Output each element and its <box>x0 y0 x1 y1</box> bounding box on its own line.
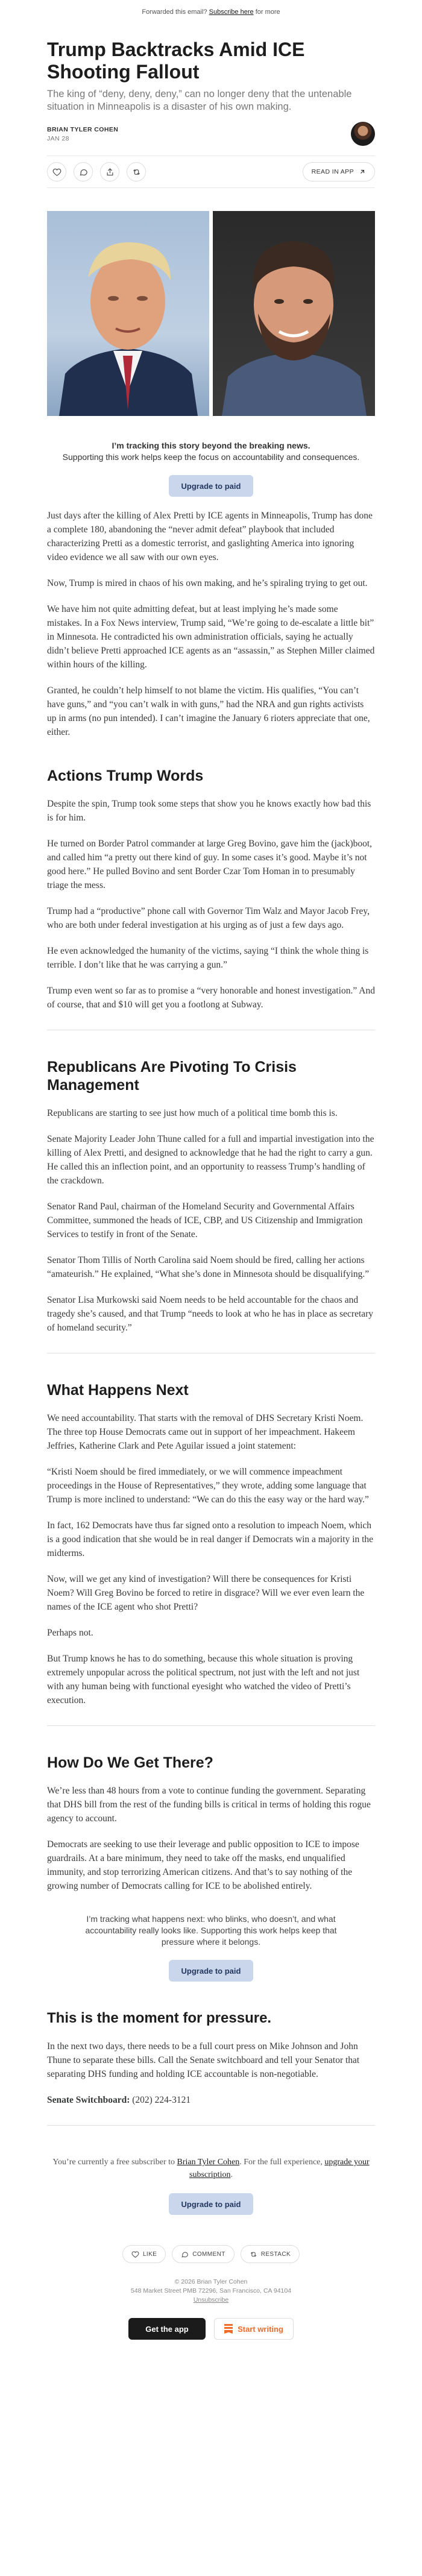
upgrade-subscription-link[interactable]: upgrade your subscription <box>189 2158 370 2179</box>
section-republicans <box>47 1106 375 1335</box>
comment-label: COMMENT <box>192 2250 225 2258</box>
body-paragraph: Perhaps not. <box>47 1628 93 1638</box>
body-paragraph: Senator Lisa Murkowski said Noem needs to be held accountable for the chaos and tragedy she’s caused, and that Trump “needs to look at who he has in place as secretary of homeland security.” <box>47 1295 374 1333</box>
callout-heading: I’m tracking this story beyond the breaking news. <box>112 441 310 450</box>
section-actions <box>47 797 375 1012</box>
body-paragraph: Trump had a “productive” phone call with Governor Tim Walz and Mayor Jacob Frey, who are both under federal investigation at his urging as of just a few days ago. <box>47 906 370 930</box>
post-title[interactable]: Trump Backtracks Amid ICE Shooting Fallout <box>47 39 305 83</box>
footer-like-button[interactable] <box>122 2245 166 2263</box>
postal-address: 548 Market Street PMB 72296, San Francisco, CA 94104 <box>130 2287 292 2294</box>
byline <box>47 122 375 146</box>
divider <box>47 1725 375 1726</box>
post-date: JAN 28 <box>47 134 69 142</box>
share-icon <box>106 168 115 177</box>
post-body <box>47 509 375 2107</box>
body-paragraph: He even acknowledged the humanity of the victims, saying “I think the whole thing is terrible. I don’t like that he was carrying a gun.” <box>47 946 369 970</box>
like-label: LIKE <box>142 2250 157 2258</box>
switchboard-number[interactable]: (202) 224-3121 <box>132 2095 191 2105</box>
section-get-there <box>47 1784 375 1893</box>
restack-label: RESTACK <box>260 2250 291 2258</box>
copyright: © 2026 Brian Tyler Cohen <box>174 2278 248 2285</box>
restack-icon <box>250 2250 257 2258</box>
author-avatar[interactable] <box>351 122 375 146</box>
sub-end: . <box>230 2170 233 2179</box>
upgrade-button-mid[interactable]: Upgrade to paid <box>169 1960 253 1982</box>
section-heading-pressure: This is the moment for pressure. <box>47 2010 272 2026</box>
footer-restack-button[interactable] <box>241 2245 300 2263</box>
start-writing-label: Start writing <box>238 2324 283 2334</box>
section-next <box>47 1411 375 1707</box>
body-paragraph: Now, Trump is mired in chaos of his own making, and he’s spiraling trying to get out. <box>47 578 368 588</box>
forward-suffix: for more <box>255 8 280 16</box>
switchboard-line <box>47 2093 375 2107</box>
comment-button[interactable] <box>74 162 93 181</box>
restack-button[interactable] <box>127 162 146 181</box>
arrow-up-right-icon <box>359 168 366 175</box>
upgrade-button-footer[interactable]: Upgrade to paid <box>169 2193 253 2215</box>
footer-comment-button[interactable] <box>172 2245 234 2263</box>
get-app-button[interactable]: Get the app <box>128 2318 206 2340</box>
portrait-left-illustration <box>47 211 209 416</box>
body-paragraph: Now, will we get any kind of investigation? Will there be consequences for Kristi Noem? Will Greg Bovino be forced to retire in disgrace? Will we ever even learn the names of the ICE agent who shot Pretti? <box>47 1574 365 1612</box>
body-paragraph: He turned on Border Patrol commander at large Greg Bovino, gave him the (jack)boot, and called him “a pretty out there kind of guy. In some cases it’s good. Maybe it’s not good here.” He pulled Bovino and sent Border Czar Tom Homan in to presumably triage the mess. <box>47 839 373 890</box>
section-heading-actions: Actions Trump Words <box>47 767 204 784</box>
hero-image <box>47 211 375 416</box>
body-paragraph: Democrats are seeking to use their leverage and public opposition to ICE to impose guardrails. At a bare minimum, they need to take off the masks, end unqualified immunity, and stop terrorizing American citizens. And that’s to say nothing of the growing number of Democrats calling for ICE to be abolished entirely. <box>47 1839 359 1891</box>
share-button[interactable] <box>100 162 119 181</box>
post-actions-bar <box>47 156 375 188</box>
unsubscribe-link[interactable]: Unsubscribe <box>193 2296 229 2304</box>
section-heading-republicans: Republicans Are Pivoting To Crisis Management <box>47 1059 297 1094</box>
heart-icon <box>52 168 61 177</box>
body-paragraph: Despite the spin, Trump took some steps that show you he knows exactly how bad this is for him. <box>47 799 371 823</box>
body-paragraph: We’re less than 48 hours from a vote to continue funding the government. Separating that DHS bill from the rest of the funding bills is critical in terms of holding this rogue agency to account. <box>47 1786 371 1824</box>
footer-reactions <box>47 2245 375 2263</box>
comment-icon <box>79 168 88 177</box>
body-paragraph: Senate Majority Leader John Thune called for a full and impartial investigation into the killing of Alex Pretti, and designed to acknowledge that he had the right to carry a gun. He called this an inflection point, and an opportunity to reassess Trump’s handling of the crackdown. <box>47 1134 374 1186</box>
footer-address <box>47 2278 375 2305</box>
like-button[interactable] <box>47 162 66 181</box>
body-paragraph: We need accountability. That starts with the removal of DHS Secretary Kristi Noem. The three top House Democrats came out in support of her impeachment. Hakeem Jeffries, Katherine Clark and Pete Aguilar issued a joint statement: <box>47 1413 364 1451</box>
read-in-app-label: READ IN APP <box>311 168 354 175</box>
author-name[interactable]: BRIAN TYLER COHEN <box>47 125 119 133</box>
body-paragraph: We have him not quite admitting defeat, but at least implying he’s made some mistakes. In a Fox News interview, Trump said, “We’re going to de-escalate a little bit” in Minnesota. He contradicted his own administration officials, saying he actually didn’t believe Pretti approached ICE agents as an “assassin,” as Stephen Miller claimed within hours of the killing. <box>47 604 375 670</box>
substack-logo-icon <box>224 2324 233 2334</box>
subscription-note <box>47 2156 375 2181</box>
forward-text: Forwarded this email? <box>142 8 207 16</box>
forward-notice <box>0 0 422 20</box>
heart-icon <box>131 2250 139 2258</box>
read-in-app-button[interactable] <box>303 162 375 181</box>
switchboard-label: Senate Switchboard: <box>47 2095 130 2105</box>
body-paragraph: But Trump knows he has to do something, because this whole situation is proving extremely unpopular across the political spectrum, not just with the left and not just with any human being with functional eyesight who watched the video of Pretti’s execution. <box>47 1654 360 1705</box>
intro-section <box>47 509 375 739</box>
hero-photo-left <box>47 211 209 416</box>
section-pressure <box>47 2039 375 2081</box>
start-writing-button[interactable] <box>214 2318 294 2340</box>
body-paragraph: Just days after the killing of Alex Pretti by ICE agents in Minneapolis, Trump has done a complete 180, abandoning the “never admit defeat” playbook that included characterizing Pretti as a domestic terrorist, and gaslighting America into ignoring video evidence we all saw with our own eyes. <box>47 511 373 562</box>
divider <box>47 2125 375 2126</box>
hero-photo-right <box>213 211 375 416</box>
sub-mid: . For the full experience, <box>239 2158 323 2167</box>
callout-text: Supporting this work helps keep the focus on accountability and consequences. <box>62 452 360 462</box>
callout-mid-text: I’m tracking what happens next: who blinks, who doesn’t, and what accountability really looks like. Supporting this work helps keep that pressure where it belongs. <box>85 1914 337 1947</box>
body-paragraph: Senator Rand Paul, chairman of the Homeland Security and Governmental Affairs Committee, summoned the heads of ICE, CBP, and US Citizenship and Immigration Services to testify in front of the Senate. <box>47 1201 363 1239</box>
comment-icon <box>181 2250 189 2258</box>
body-paragraph: “Kristi Noem should be fired immediately, or we will commence impeachment proceedings in the House of Representatives,” they wrote, adding some language that Trump is more inclined to understand: “We can do this the easy way or the hard way.” <box>47 1467 369 1505</box>
section-heading-next: What Happens Next <box>47 1382 189 1399</box>
portrait-right-illustration <box>213 211 375 416</box>
section-heading-get-there: How Do We Get There? <box>47 1754 213 1771</box>
body-paragraph: Senator Thom Tillis of North Carolina said Noem should be fired, calling her actions “amateurish.” He explained, “What she’s done in Minnesota should be disqualifying.” <box>47 1255 370 1279</box>
body-paragraph: In the next two days, there needs to be a full court press on Mike Johnson and John Thune to separate these bills. Call the Senate switchboard and tell your Senator that separating DHS funding and holding ICE accountable is non-negotiable. <box>47 2041 360 2079</box>
sub-prefix: You’re currently a free subscriber to <box>52 2158 175 2167</box>
subscribe-link[interactable]: Subscribe here <box>209 8 254 16</box>
paywall-callout-mid <box>47 1913 375 1948</box>
restack-icon <box>132 168 141 177</box>
post-subtitle: The king of “deny, deny, deny,” can no longer deny that the untenable situation in Minneapolis is a disaster of his own making. <box>47 89 352 112</box>
body-paragraph: In fact, 162 Democrats have thus far signed onto a resolution to impeach Noem, which is a good indication that she would be in real danger if Democrats win a majority in the midterms. <box>47 1520 374 1558</box>
body-paragraph: Granted, he couldn’t help himself to not blame the victim. His qualifies, “You can’t have guns,” and “you can’t walk in with guns,” had the NRA and gun rights activists up in arms (no pun intended). I can’t imagine the January 6 rioters appreciate that one, either. <box>47 685 370 737</box>
publication-link[interactable]: Brian Tyler Cohen <box>177 2158 240 2167</box>
body-paragraph: Republicans are starting to see just how much of a political time bomb this is. <box>47 1108 338 1118</box>
footer-cta <box>47 2318 375 2340</box>
upgrade-button-top[interactable]: Upgrade to paid <box>169 475 253 497</box>
body-paragraph: Trump even went so far as to promise a “very honorable and honest investigation.” And of course, that and $10 will get you a footlong at Subway. <box>47 986 375 1010</box>
paywall-callout-top <box>47 440 375 463</box>
